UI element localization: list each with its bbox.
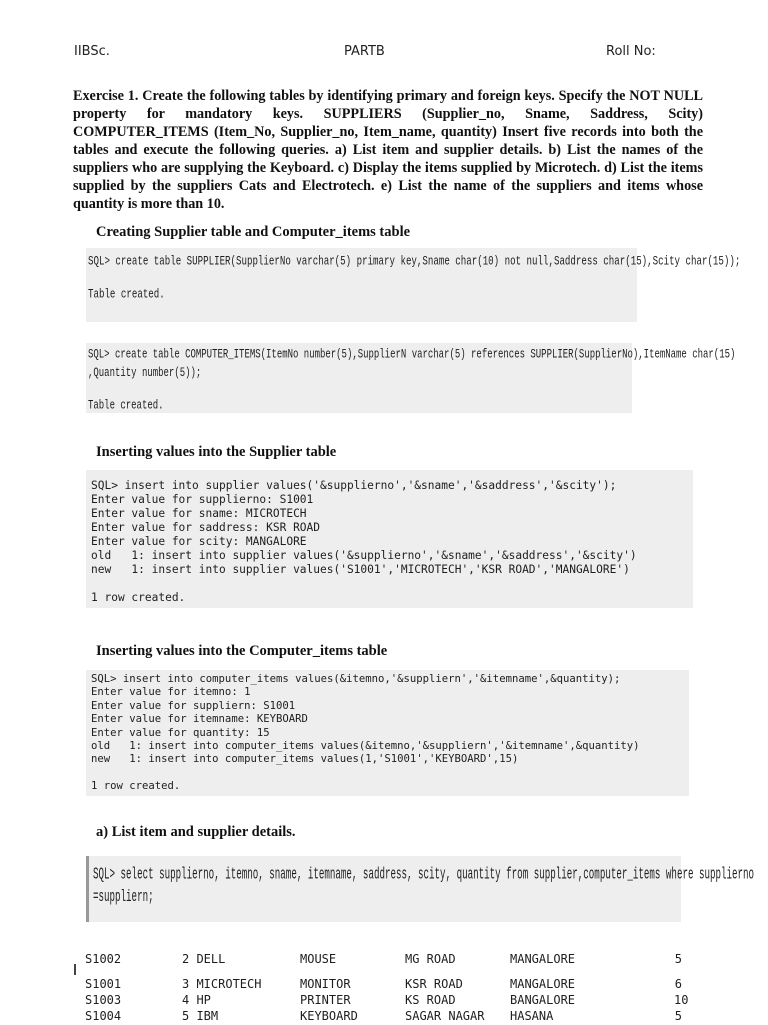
table-row: S1004 5 IBM KEYBOARD SAGAR NAGAR HASANA 5 (85, 1009, 682, 1023)
create-supplier-code-block (86, 248, 741, 322)
create-items-sql: SQL> create table COMPUTER_ITEMS(ItemNo number(5),SupplierN varchar(5) references SUPPLIER(SupplierNo),ItemName char(15) ,Quantity number(5)); (88, 347, 736, 381)
insert-supplier-result: 1 row created. (91, 591, 186, 604)
create-items-result: Table created. (88, 398, 164, 413)
insert-items-heading: Inserting values into the Computer_items table (96, 643, 388, 659)
query-a-code-block (86, 856, 755, 922)
header-roll-no: Roll No: (606, 44, 656, 59)
exercise-statement: Exercise 1. Create the following tables by identifying primary and foreign keys. Specify the NOT NULL property for mandatory keys. SUPPLIERS (Supplier_no, Sname, Saddress, Scity) COMPUTER_ITEMS (Item_No, Supplier_no, Item_name, quantity) Insert five records into both the tables and execute the following queries. a) List item and supplier details. b) List the names of the suppliers who are supplying the Keyboard. c) Display the items supplied by Microtech. d) List the items supplied by the suppliers Cats and Electrotech. e) List the name of the suppliers and items whose quantity is more than 10. (73, 88, 703, 212)
insert-items-sql: SQL> insert into computer_items values(&itemno,'&suppliern','&itemname',&quantity); Enter value for itemno: 1 Enter value for suppliern: S1001 Enter value for itemname: KEYBOARD Enter value for quantity: 15 old 1: insert into computer_items values(&itemno,'&suppliern','&itemname',&quantity) new 1: insert into computer_items values(1,'S1001','KEYBOARD',15) (91, 673, 640, 766)
table-row: S1001 3 MICROTECH MONITOR KSR ROAD MANGALORE 6 (85, 977, 682, 991)
create-supplier-sql: SQL> create table SUPPLIER(SupplierNo varchar(5) primary key,Sname char(10) not null,Saddress char(15),Scity char(15)); (88, 254, 741, 270)
insert-supplier-sql: SQL> insert into supplier values('&supplierno','&sname','&saddress','&scity'); Enter value for supplierno: S1001 Enter value for sname: MICROTECH Enter value for saddress: KSR ROAD Enter value for scity: MANGALORE old 1: insert into supplier values('&supplierno','&sname','&saddress','&scity') new 1: insert into supplier values('S1001','MICROTECH','KSR ROAD','MANGALORE') (91, 479, 637, 576)
insert-items-result: 1 row created. (91, 780, 181, 792)
header-course: IIBSc. (74, 44, 110, 59)
query-a-sql: SQL> select supplierno, itemno, sname, itemname, saddress, scity, quantity from supplier,computer_items where supplierno =suppliern; (93, 865, 755, 907)
query-a-heading: a) List item and supplier details. (96, 824, 296, 840)
insert-supplier-heading: Inserting values into the Supplier table (96, 444, 337, 460)
table-row: S1003 4 HP PRINTER KS ROAD BANGALORE 10 (85, 993, 689, 1007)
create-items-code-block (86, 343, 736, 413)
create-tables-heading: Creating Supplier table and Computer_items table (96, 224, 411, 240)
insert-supplier-code-block (86, 470, 693, 608)
create-supplier-result: Table created. (88, 287, 165, 303)
query-result-table (74, 952, 694, 1024)
header-part: PARTB (344, 44, 385, 59)
table-row: S1002 2 DELL MOUSE MG ROAD MANGALORE 5 (85, 952, 682, 966)
insert-items-code-block (86, 670, 689, 796)
